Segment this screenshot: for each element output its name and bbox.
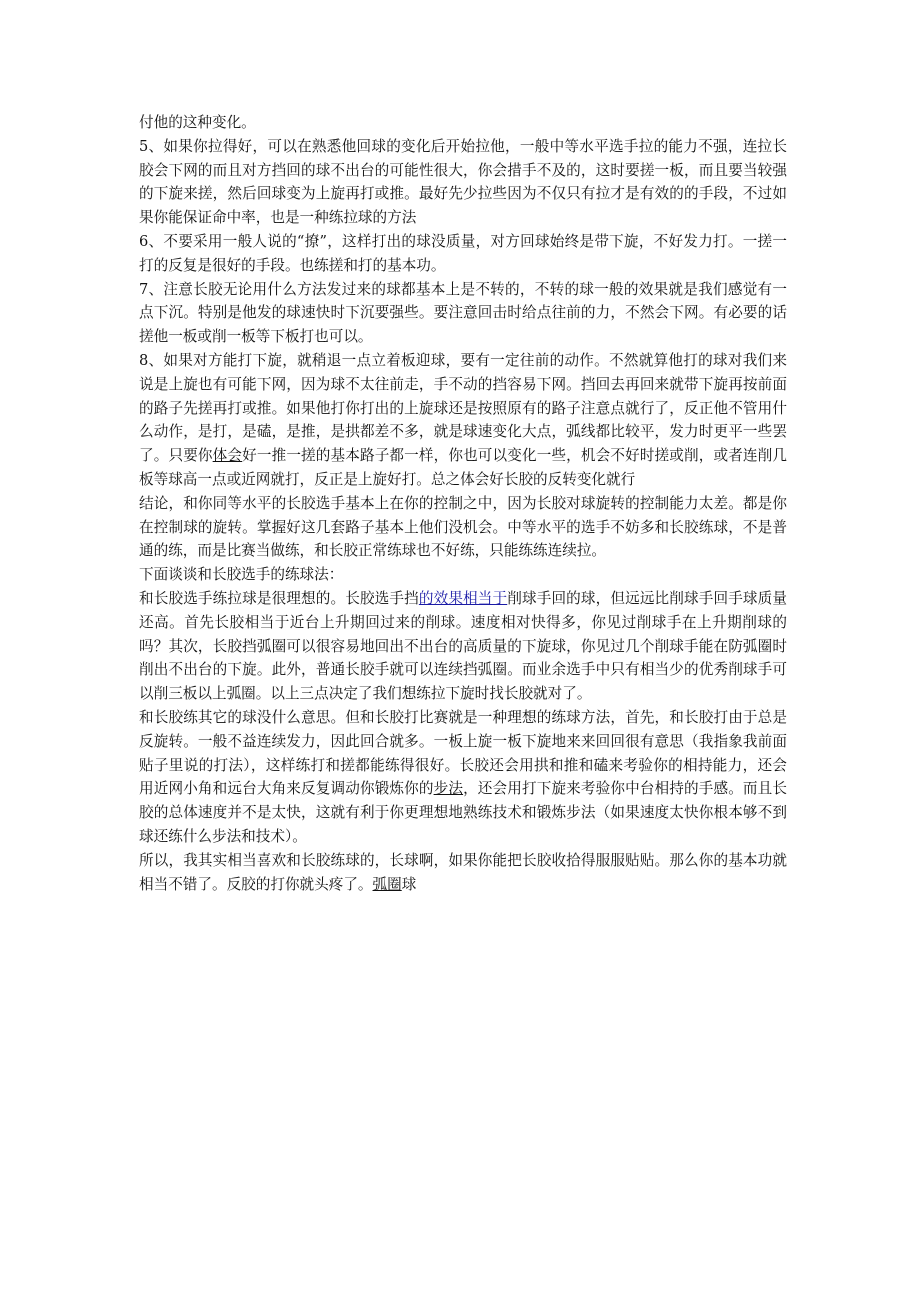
paragraph-match-text-a: 和长胶练其它的球没什么意思。但和长胶打比赛就是一种理想的练球方法，首先，和长胶打由于总是反旋转。一般不益连续发力，因此回合就多。一板上旋一板下旋地来来回回很有意思（我指象我前面贴子里说的打法），这样练打和搓都能练得很好。长胶还会用拱和推和磕来考验你的相持能力，还会用近网小角和远台大角来反复调动你锻炼你的 bbox=[139, 708, 787, 798]
paragraph-5: 5、如果你拉得好，可以在熟悉他回球的变化后开始拉他，一般中等水平选手拉的能力不强，连拉长胶会下网的而且对方挡回的球不出台的可能性很大，你会措手不及的，这时要搓一板，而且要当较强的下旋来搓，然后回球变为上旋再打或推。最好先少拉些因为不仅只有拉才是有效的的手段，不过如果你能保证命中率，也是一种练拉球的方法 bbox=[139, 137, 787, 227]
paragraph-section-intro: 下面谈谈和长胶选手的练球法： bbox=[139, 566, 344, 584]
paragraph-final-text-a: 所以，我其实相当喜欢和长胶练球的，长球啊，如果你能把长胶收拾得服服贴贴。那么你的基本功就相当不错了。反胶的打你就头疼了。 bbox=[139, 851, 787, 893]
paragraph-7: 7、注意长胶无论用什么方法发过来的球都基本上是不转的，不转的球一般的效果就是我们感觉有一点下沉。特别是他发的球速快时下沉要强些。要注意回击时给点往前的力，不然会下网。有必要的话搓他一板或削一板等下板打也可以。 bbox=[139, 280, 787, 346]
paragraph-8 bbox=[139, 349, 787, 492]
link-tihui[interactable]: 体会 bbox=[212, 447, 243, 465]
document-body bbox=[139, 111, 787, 896]
paragraph-practice-text-b: 削球手回的球，但远远比削球手回手球质量还高。首先长胶相当于近台上升期回过来的削球。速度相对快得多，你见过削球手在上升期削球的吗？其次，长胶挡弧圈可以很容易地回出不出台的高质量的下旋球，你见过几个削球手能在防弧圈时削出不出台的下旋。此外，普通长胶手就可以连续挡弧圈。而业余选手中只有相当少的优秀削球手可以削三板以上弧圈。以上三点决定了我们想练拉下旋时找长胶就对了。 bbox=[139, 589, 787, 703]
paragraph-practice-loop bbox=[139, 587, 787, 706]
paragraph-conclusion: 结论，和你同等水平的长胶选手基本上在你的控制之中，因为长胶对球旋转的控制能力太差。都是你在控制球的旋转。掌握好这几套路子基本上他们没机会。中等水平的选手不妨多和长胶练球，不是普通的练，而是比赛当做练，和长胶正常练球也不好练，只能练练连续拉。 bbox=[139, 494, 787, 560]
paragraph-match-text-b: ，还会用打下旋来考验你中台相持的手感。而且长胶的总体速度并不是太快，这就有利于你更理想地熟练技术和锻炼步法（如果速度太快你根本够不到球还练什么步法和技术）。 bbox=[139, 780, 787, 845]
paragraph-final-text-b: 球 bbox=[401, 875, 417, 893]
link-xiaoguo[interactable]: 的效果相当于 bbox=[418, 589, 508, 607]
paragraph-practice-match bbox=[139, 706, 787, 849]
paragraph-8-text-b: 好一推一搓的基本路子都一样，你也可以变化一些，机会不好时搓或削，或者连削几板等球高一点或近网就打，反正是上旋好打。总之体会好长胶的反转变化就行 bbox=[139, 447, 787, 488]
paragraph-0: 付他的这种变化。 bbox=[139, 114, 256, 131]
link-huquan[interactable]: 弧圈 bbox=[372, 875, 402, 893]
paragraph-practice-text-a: 和长胶选手练拉球是很理想的。长胶选手挡 bbox=[139, 589, 419, 607]
paragraph-final bbox=[139, 849, 787, 897]
paragraph-6: 6、不要采用一般人说的“撩”，这样打出的球没质量，对方回球始终是带下旋，不好发力打。一搓一打的反复是很好的手段。也练搓和打的基本功。 bbox=[139, 232, 787, 274]
paragraph-8-text-a: 8、如果对方能打下旋，就稍退一点立着板迎球，要有一定往前的动作。不然就算他打的球对我们来说是上旋也有可能下网，因为球不太往前走，手不动的挡容易下网。挡回去再回来就带下旋再按前面的路子先搓再打或推。如果他打你打出的上旋球还是按照原有的路子注意点就行了，反正他不管用什么动作，是打，是磕，是推，是拱都差不多，就是球速变化大点，弧线都比较平，发力时更平一些罢了。只要你 bbox=[139, 351, 787, 465]
link-bufa[interactable]: 步法 bbox=[433, 780, 464, 798]
